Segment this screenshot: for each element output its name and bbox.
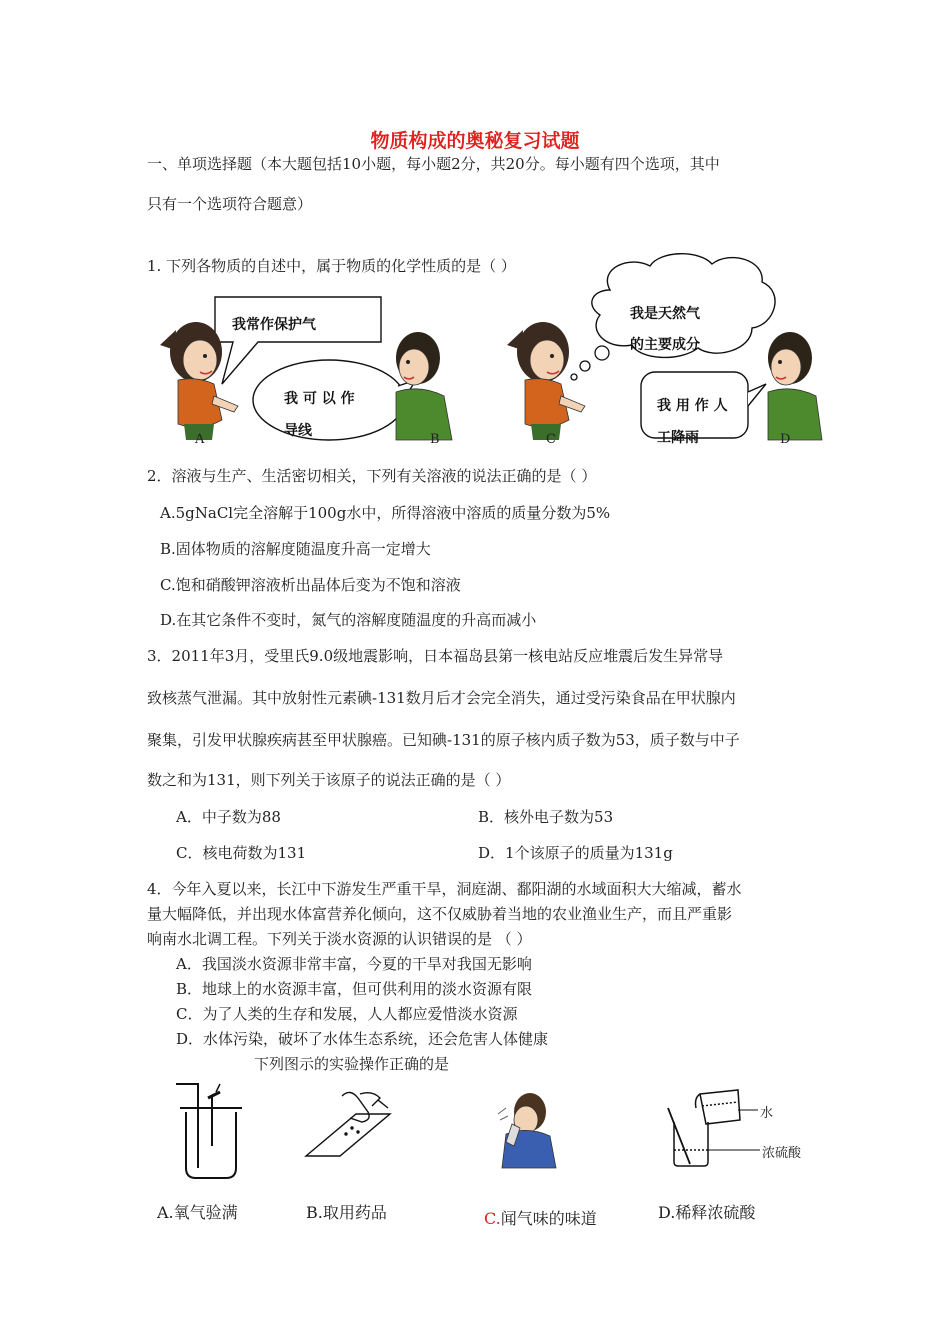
q2-option-c: C.饱和硝酸钾溶液析出晶体后变为不饱和溶液 (160, 576, 461, 594)
q2-option-a: A.5gNaCl完全溶解于100g水中，所得溶液中溶质的质量分数为5% (160, 504, 611, 522)
bubble-c-text-2: 的主要成分 (630, 337, 700, 353)
hand-reagent-figure (306, 1092, 390, 1156)
q1-stem: 1. 下列各物质的自述中，属于物质的化学性质的是（ ） (147, 257, 516, 275)
water-label: 水 (760, 1106, 774, 1121)
q3-line-3: 聚集，引发甲状腺疾病甚至甲状腺癌。已知碘-131的原子核内质子数为53，质子数与中子 (147, 731, 740, 749)
section-heading: 一、单项选择题（本大题包括10小题，每小题2分，共20分。每小题有四个选项，其中 (147, 155, 720, 173)
q3-option-c: C．核电荷数为131 (176, 844, 307, 862)
q3-line-2: 致核蒸气泄漏。其中放射性元素碘-131数月后才会完全消失，通过受污染食品在甲状腺内 (147, 689, 736, 707)
bubble-c-text: 我是天然气 (630, 306, 700, 322)
q4-option-c: C．为了人类的生存和发展，人人都应爱惜淡水资源 (176, 1005, 518, 1023)
bubble-d-text: 我 用 作 人 (657, 398, 728, 414)
q4-option-b: B．地球上的水资源丰富，但可供利用的淡水资源有限 (176, 980, 533, 998)
q1-label-c: C (546, 432, 556, 447)
caption-d: D.稀释浓硫酸 (658, 1203, 756, 1222)
acid-label: 浓硫酸 (762, 1146, 802, 1161)
gas-jar-figure (176, 1084, 242, 1178)
dilute-acid-figure (668, 1090, 760, 1166)
q4-line-3: 响南水北调工程。下列关于淡水资源的认识错误的是 （ ） (147, 930, 532, 948)
caption-a: A.氧气验满 (157, 1203, 238, 1222)
q4-option-d: D．水体污染，破坏了水体生态系统，还会危害人体健康 (176, 1030, 549, 1048)
q5-stem: 下列图示的实验操作正确的是 (254, 1055, 450, 1073)
q1-label-d: D (780, 432, 791, 447)
caption-c-text: 闻气味的味道 (500, 1209, 597, 1228)
q4-option-a: A．我国淡水资源非常丰富，今夏的干旱对我国无影响 (176, 955, 532, 973)
q3-line-1: 3．2011年3月，受里氏9.0级地震影响，日本福岛县第一核电站反应堆震后发生异常导 (147, 647, 724, 665)
q1-label-a: A (195, 432, 205, 447)
caption-c-letter: C. (484, 1209, 501, 1228)
page-title: 物质构成的奥秘复习试题 (370, 130, 580, 152)
bubble-b-text: 我 可 以 作 (284, 391, 355, 407)
q3-option-a: A．中子数为88 (176, 808, 281, 826)
q3-line-4: 数之和为131，则下列关于该原子的说法正确的是（ ） (147, 771, 511, 789)
q1-label-b: B (430, 432, 440, 447)
q3-option-b: B．核外电子数为53 (478, 808, 614, 826)
q2-option-d: D.在其它条件不变时，氮气的溶解度随温度的升高而减小 (160, 611, 537, 629)
q2-option-b: B.固体物质的溶解度随温度升高一定增大 (160, 540, 431, 558)
q3-option-d: D．1个该原子的质量为131g (478, 844, 673, 862)
boy-smelling-figure (498, 1093, 556, 1168)
q2-stem: 2．溶液与生产、生活密切相关，下列有关溶液的说法正确的是（ ） (147, 467, 597, 485)
bubble-b-text-2: 导线 (284, 423, 312, 439)
q4-line-2: 量大幅降低，并出现水体富营养化倾向，这不仅威胁着当地的农业渔业生产，而且严重影 (147, 905, 733, 923)
section-heading-cont: 只有一个选项符合题意） (147, 195, 313, 213)
caption-b: B.取用药品 (306, 1203, 387, 1222)
q4-line-1: 4．今年入夏以来，长江中下游发生严重干旱，洞庭湖、鄱阳湖的水域面积大大缩减，蓄水 (147, 880, 742, 898)
caption-c (484, 1206, 597, 1229)
bubble-a-text: 我常作保护气 (232, 317, 316, 333)
bubble-d-text-2: 工降雨 (657, 430, 699, 446)
